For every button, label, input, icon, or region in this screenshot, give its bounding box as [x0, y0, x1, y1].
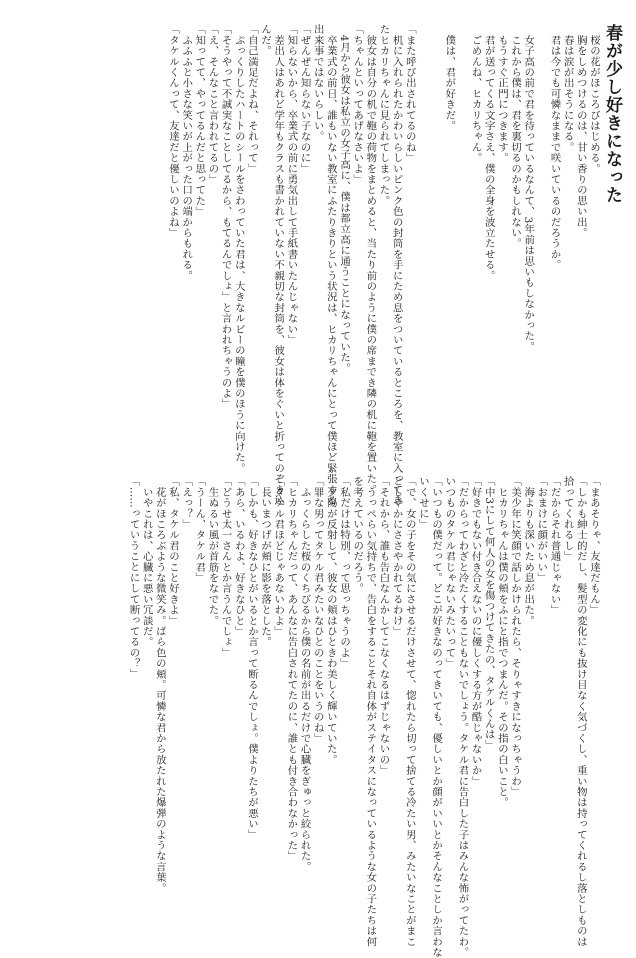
text-line: 「タケルくんって、友達だと優しいのよね」: [167, 24, 179, 238]
text-line: 「うーん、タケル君」: [193, 476, 206, 583]
text-line: 君が送ってくる文字さえ、僕の全身を波立たせる。: [482, 24, 495, 281]
text-line: [534, 24, 547, 472]
text-line: 「知らないから、卒業式の前に勇気出して手紙書いたんじゃない」: [285, 24, 298, 345]
text-line: 君は今でも可憐なままで咲いているのだろうか。: [548, 24, 561, 271]
text-line: 「ちゃんといってあげなさいよ」: [351, 24, 364, 185]
text-line: 「好きでもない付き合えないのに優しくする方が酷じゃないか」: [469, 476, 482, 787]
text-line: 拾ってくれるし」: [561, 476, 574, 562]
text-line: 「まあそりゃ、友達だもん」: [588, 476, 600, 616]
text-line: 「ぜんぜん知らない子なのに」: [298, 24, 311, 174]
text-line: 胸をしめつけるのは、甘い香りの思い出。: [574, 24, 587, 238]
text-line: 「自己満足だよね、それって」: [245, 24, 258, 174]
text-line: いやこれは、心臓に悪い冗談だ。: [140, 476, 153, 648]
story-title: 春が少し好きになった: [602, 24, 622, 204]
text-line: 4月から彼女は私立の女子高に、僕は都立高に通うことになっていた。: [338, 24, 351, 374]
text-line: ふふふと小さな笑いが上がった口の端からもれる。: [180, 24, 193, 281]
text-line: 差出人はあれど学年もクラスも書かれていない不親切な封筒を、彼女は体をぐいと折ってのぞき込: [272, 24, 285, 506]
text-line: 「……っていうことにして断ってるの？」: [127, 476, 140, 680]
text-line: 「私、タケル君のこと好きよ」: [167, 476, 179, 626]
text-line: ヒカリちゃんは僕の頬をふにと指でつまんだ。その指の白いこと。: [495, 476, 508, 808]
text-line: 出来事ではないらしい。: [311, 24, 324, 142]
text-line: 机に入れられたかわいらしいピンク色の封筒を手にため息をついているところを、教室に入ってき: [390, 24, 403, 506]
text-line: 花がほころぶような微笑み。ばら色の頬。可憐な君から放たれた爆弾のような言葉。: [153, 476, 166, 894]
text-line: 長いまつげが頬に影を落とした。: [259, 476, 272, 648]
text-line: 海よりも深いため息が出た。: [522, 476, 535, 626]
text-line: 「で、女の子をその気にさせるだけさせて、惚れたら切って捨てる冷たい男、みたいなことがまこ: [403, 476, 416, 947]
text-line: [429, 24, 442, 472]
text-line: んだ。: [259, 24, 272, 57]
text-line: ぷっくりしたハートのシールをさわっていた君は、大きなルビーの瞳を僕のほうに向けた。: [232, 24, 245, 474]
text-line: 「それから、誰も告白なんかしてこなくなるはずじゃないの」: [377, 476, 390, 776]
text-line: 卒業式の前日、誰もいない教室にふたりきりという状況は、ヒカリちゃんにとって僕ほど緊張する: [324, 24, 337, 506]
text-line: いつものタケル君じゃないみたいって」: [443, 476, 456, 669]
text-line: 春は涙が出そうになる。: [561, 24, 574, 153]
text-line: 「え、そんなこと言われてるの」: [206, 24, 219, 185]
text-line: 「えっ？」: [180, 476, 193, 530]
text-line: 「知ってて、やってるんだと思ってた」: [193, 24, 206, 217]
text-line: 「美少年に笑顔で話しかけられたら、そりゃすきになっちゃうわ」: [509, 476, 522, 797]
text-line: もうすぐ正門につきます。: [495, 24, 508, 164]
text-line: 夕陽が反射して、彼女の頬はひときわ美しく輝いていた。: [324, 476, 337, 765]
text-line: 桜の花がほころびはじめる。: [588, 24, 600, 174]
text-line: 「私だけは特別、って思っちゃうのよ」: [338, 476, 351, 669]
text-line: これから僕は、君を裏切るのかもしれない。: [509, 24, 522, 249]
text-line: ふっくらした桜のくちびるから僕の名前が出るだけで心臓をぎゅっと絞られた。: [298, 476, 311, 872]
text-line: 「しかも紳士的だし、髪型の変化にも抜け目なく気づくし、重い物は持ってくれるし落としものは: [574, 476, 587, 947]
text-line: 生ぬるい風が首筋をなでた。: [206, 476, 219, 626]
text-line: うっぺらい気持ちで、告白をすることそれ自体がステイタスになっているような女の子たちは何: [364, 476, 377, 947]
text-line: 「だからってわざと冷たくすることもないでしょう。タケル君に告白した子はみんな怖がってたわ。: [456, 476, 469, 958]
text-line: 「どうせ太一さんとか言うんでしょ」: [219, 476, 232, 658]
text-line: 「おまけに顔がいい」: [535, 476, 548, 583]
text-line: 彼女は自分の机で鞄の荷物をまとめると、当たり前のように僕の席までき隣の机に鞄を置いた。: [364, 24, 377, 495]
text-line: ごめんね、ヒカリちゃん。: [469, 24, 482, 164]
text-line: 「タケル君ほどじゃあないわよ」: [272, 476, 285, 637]
text-line: 「だからそれ普通じゃない」: [548, 476, 561, 616]
text-line: 「いつもの僕だって。どこが好きなのってきいても、優しいとか顔がいいとかそんなことしか言わな: [430, 476, 443, 958]
lower-text-block: [126, 476, 600, 958]
text-line: たヒカリちゃんに見られてしまった。: [377, 24, 390, 206]
text-line: [455, 24, 468, 472]
text-line: 「そうやって不誠実なことしてるから、もてるんでしょ」と言われちゃうのよ」: [219, 24, 232, 410]
text-line: 「ヒカリちゃんだって、あんなに告白されてたのに、誰とも付き合わなかった」: [285, 476, 298, 862]
text-line: 女子高の前で君を待っているなんて、3年前は思いもしなかった。: [522, 24, 535, 352]
text-line: としやかにささやかれてるわけ」: [390, 476, 403, 637]
text-line: を考えているのだろう。: [351, 476, 364, 594]
text-line: 「また呼び出されてるのね」: [403, 24, 416, 164]
text-line: 「中3にして何人の女を傷つけてきたの、タケルくんは」: [482, 476, 495, 751]
text-line: 「しかも、好きなひとがいるとか言って断るんでしょ。僕よりたちが悪い」: [245, 476, 258, 840]
text-line: 僕は、君が好きだ。: [443, 24, 456, 131]
text-line: [416, 24, 429, 472]
text-line: いくせに」: [416, 476, 429, 530]
text-line: 「罪な男ってタケル君みたいなひとのことをいうのね」: [311, 476, 324, 744]
text-line: 「あら、いるわよ、好きなひと」: [232, 476, 245, 637]
